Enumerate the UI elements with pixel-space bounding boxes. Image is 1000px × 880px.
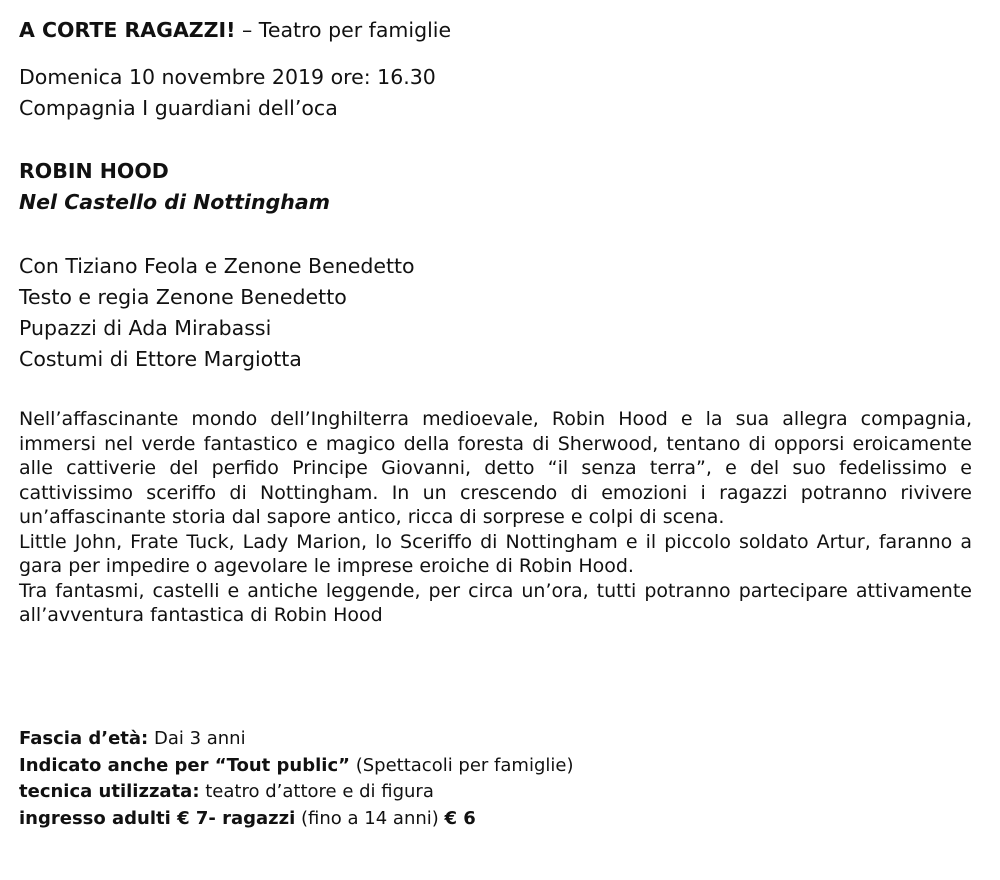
price-child: € 6 [444,807,476,829]
event-details [19,62,972,124]
show-subtitle: Nel Castello di Nottingham [19,190,331,214]
series-title: A CORTE RAGAZZI! [19,18,236,42]
age-value: Dai 3 anni [148,728,246,749]
description-paragraph-1: Nell’affascinante mondo dell’Inghilterra medioevale, Robin Hood e la sua allegra compagnia, immersi nel verde fantastico e magico della foresta di Sherwood, tentano di opporsi eroicamente alle cattiverie del perfido Principe Giovanni, detto “il senza terra”, e del suo fedelissimo e cattivissimo sceriffo di Nottingham. In un crescendo di emozioni i ragazzi potranno rivivere un’affascinante storia dal sapore antico, ricca di sorprese e colpi di scena. [19,408,972,528]
audience-label: Indicato anche per “Tout public” [19,754,350,776]
event-date: Domenica 10 novembre 2019 ore: 16.30 [19,65,436,89]
header-title-line [19,15,972,46]
info-section [19,726,972,832]
credit-cast: Con Tiziano Feola e Zenone Benedetto [19,254,415,278]
technique-line [19,779,972,806]
description-paragraph-3: Tra fantasmi, castelli e antiche leggende, per circa un’ora, tutti potranno partecipare attivamente all’avventura fantastica di Robin Hood [19,579,972,626]
description-paragraph-2: Little John, Frate Tuck, Lady Marion, lo Sceriffo di Nottingham e il piccolo soldato Artur, faranno a gara per impedire o agevolare le imprese eroiche di Robin Hood. [19,530,972,577]
credits-list [19,251,972,375]
technique-label: tecnica utilizzata: [19,781,200,802]
credit-puppets: Pupazzi di Ada Mirabassi [19,316,272,340]
credit-costumes: Costumi di Ettore Margiotta [19,347,302,371]
company-name: Compagnia I guardiani dell’oca [19,96,338,120]
series-subtitle: – Teatro per famiglie [235,18,452,42]
price-line [19,806,972,833]
age-label: Fascia d’età: [19,728,149,749]
show-heading [19,156,972,218]
audience-value: (Spettacoli per famiglie) [349,754,574,776]
credit-direction: Testo e regia Zenone Benedetto [19,285,347,309]
price-label: ingresso adulti € 7- ragazzi [19,807,296,829]
show-title: ROBIN HOOD [19,159,169,183]
technique-value: teatro d’attore e di figura [199,781,434,802]
description [19,407,972,628]
audience-line [19,753,972,780]
age-line [19,726,972,753]
price-note: (fino a 14 anni) [295,807,445,829]
